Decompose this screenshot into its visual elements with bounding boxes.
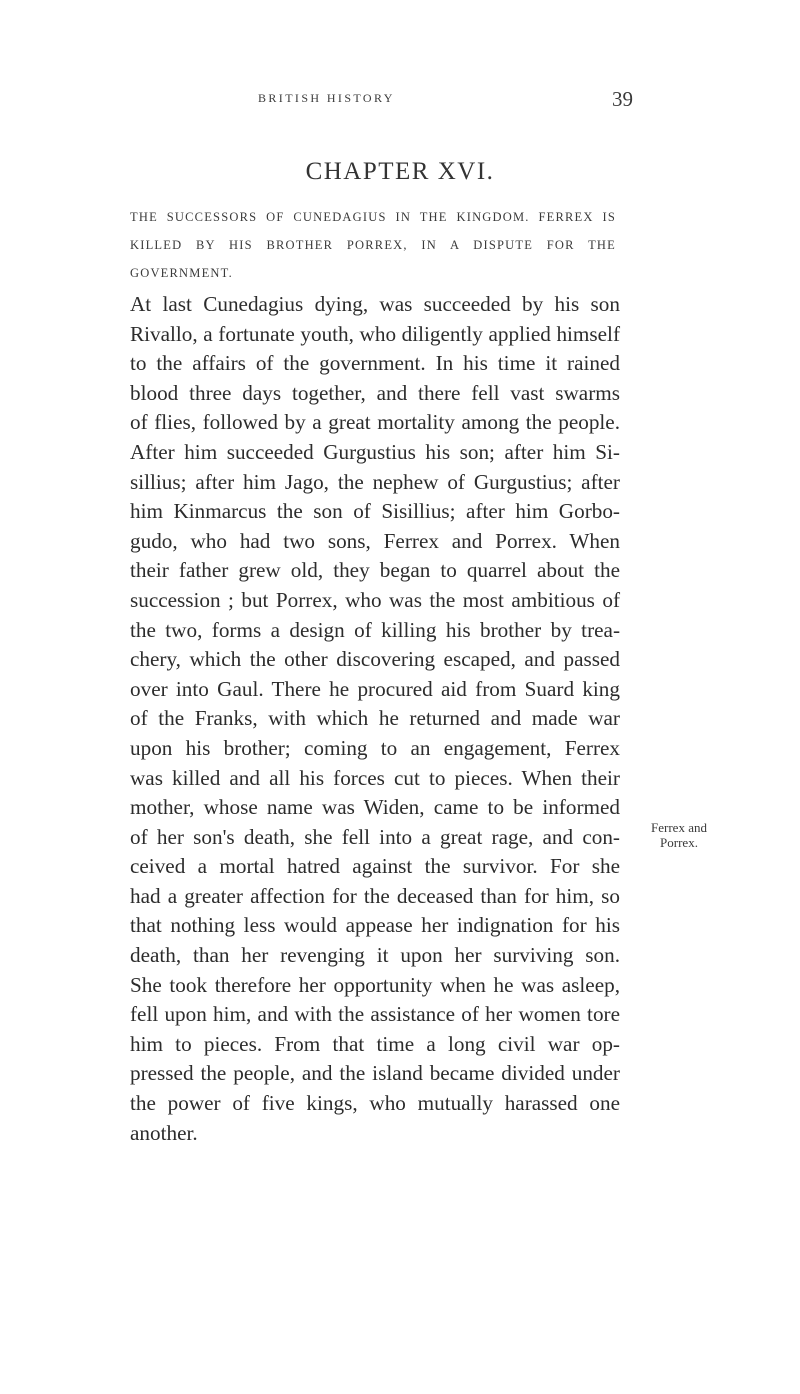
text-line: After him succeeded Gurgustius his son; after him Si- <box>130 439 620 464</box>
text-line: to the affairs of the government. In his time it rained <box>130 351 620 376</box>
page-number: 39 <box>612 87 633 111</box>
text-line: succession ; but Porrex, who was the most ambitious of <box>130 587 620 612</box>
running-title: BRITISH HISTORY <box>258 91 395 105</box>
text-line: At last Cunedagius dying, was succeeded by his son <box>130 292 620 316</box>
text-line: blood three days together, and there fell vast swarms <box>130 380 620 405</box>
margin-note <box>634 820 724 850</box>
text-line: that nothing less would appease her indignation for his <box>130 913 620 938</box>
text-line: Rivallo, a fortunate youth, who diligently applied himself <box>130 321 620 346</box>
text-line: another. <box>130 1120 198 1145</box>
text-line: the power of five kings, who mutually harassed one <box>130 1091 620 1116</box>
text-line: pressed the people, and the island became divided under <box>130 1061 620 1086</box>
text-line: fell upon him, and with the assistance of her women tore <box>130 1002 620 1027</box>
text-line: She took therefore her opportunity when he was asleep, <box>130 972 620 997</box>
margin-note-line: Ferrex and <box>651 820 707 835</box>
running-head <box>0 89 800 113</box>
chapter-summary: THE SUCCESSORS OF CUNEDAGIUS IN THE KINGDOM. FERREX IS KILLED BY HIS BROTHER PORREX, IN A DISPUTE FOR THE GOVERNMENT. <box>130 210 616 280</box>
text-line: the two, forms a design of killing his brother by trea- <box>130 617 620 642</box>
body-text <box>130 290 620 1148</box>
text-line: their father grew old, they began to quarrel about the <box>130 558 620 583</box>
text-line: him Kinmarcus the son of Sisillius; after him Gorbo- <box>130 499 620 524</box>
text-line: chery, which the other discovering escaped, and passed <box>130 647 620 672</box>
chapter-heading: CHAPTER XVI. <box>305 158 495 185</box>
margin-note-line: Porrex. <box>660 835 698 850</box>
text-line: upon his brother; coming to an engagement, Ferrex <box>130 735 620 760</box>
text-line: of her son's death, she fell into a great rage, and con- <box>130 824 620 849</box>
text-line: of flies, followed by a great mortality among the people. <box>130 410 620 435</box>
text-line: was killed and all his forces cut to pieces. When their <box>130 765 620 790</box>
text-line: had a greater affection for the deceased than for him, so <box>130 883 620 908</box>
text-line: sillius; after him Jago, the nephew of Gurgustius; after <box>130 469 620 494</box>
text-line: death, than her revenging it upon her surviving son. <box>130 943 620 968</box>
text-line: him to pieces. From that time a long civil war op- <box>130 1031 620 1056</box>
text-line: over into Gaul. There he procured aid from Suard king <box>130 676 620 701</box>
text-line: gudo, who had two sons, Ferrex and Porrex. When <box>130 528 620 553</box>
text-line: of the Franks, with which he returned and made war <box>130 706 620 731</box>
text-line: ceived a mortal hatred against the survivor. For she <box>130 854 620 879</box>
text-line: mother, whose name was Widen, came to be informed <box>130 795 620 820</box>
